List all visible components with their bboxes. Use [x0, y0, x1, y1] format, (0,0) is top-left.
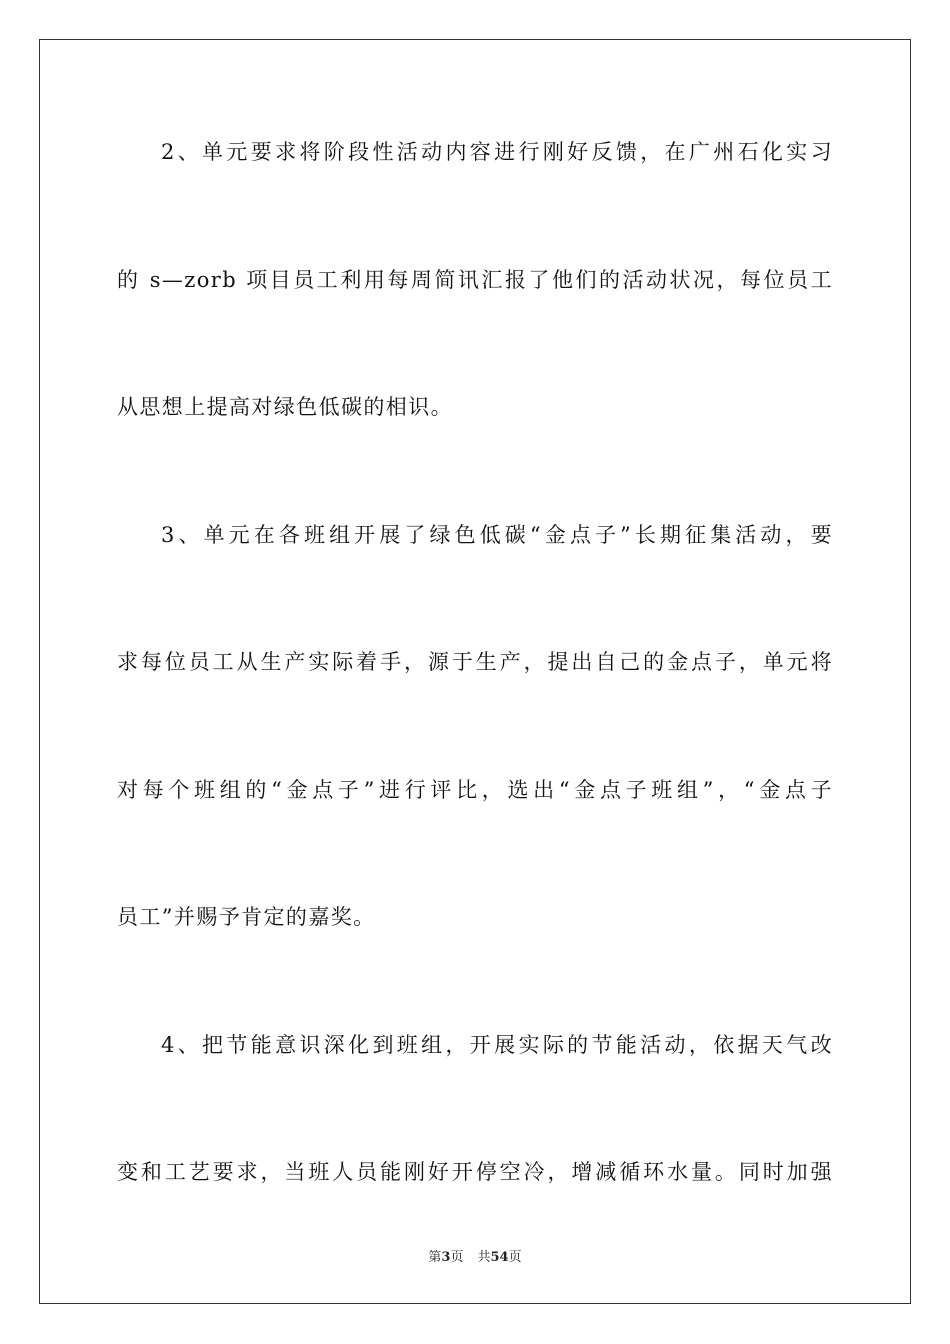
page-suffix: 页 [450, 1250, 464, 1265]
total-suffix: 页 [508, 1250, 522, 1265]
paragraph-2-line-3: 从思想上提高对绿色低碳的相识。 [117, 395, 453, 419]
paragraph-3-line-3: 对每个班组的“金点子”进行评比，选出“金点子班组”，“金点子 [117, 777, 833, 802]
paragraph-2-line-2: 的 s—zorb 项目员工利用每周简讯汇报了他们的活动状况，每位员工 [117, 267, 833, 292]
total-pages: 54 [490, 1250, 509, 1265]
paragraph-3-line-1: 3、单元在各班组开展了绿色低碳“金点子”长期征集活动，要 [161, 522, 833, 547]
paragraph-2-line-1: 2、单元要求将阶段性活动内容进行刚好反馈，在广州石化实习 [161, 140, 833, 164]
paragraph-3-line-4: 员工”并赐予肯定的嘉奖。 [117, 905, 376, 929]
paragraph-4-line-1: 4、把节能意识深化到班组，开展实际的节能活动，依据天气改 [161, 1032, 833, 1057]
paragraph-3-line-2: 求每位员工从生产实际着手，源于生产，提出自己的金点子，单元将 [117, 650, 833, 674]
total-prefix: 共 [477, 1250, 491, 1265]
paragraph-4-line-2: 变和工艺要求，当班人员能刚好开停空冷，增减循环水量。同时加强 [117, 1160, 833, 1184]
page-footer [0, 1246, 950, 1265]
document-body [117, 120, 833, 1268]
page-number: 3 [441, 1250, 451, 1265]
page-prefix: 第 [428, 1250, 442, 1265]
